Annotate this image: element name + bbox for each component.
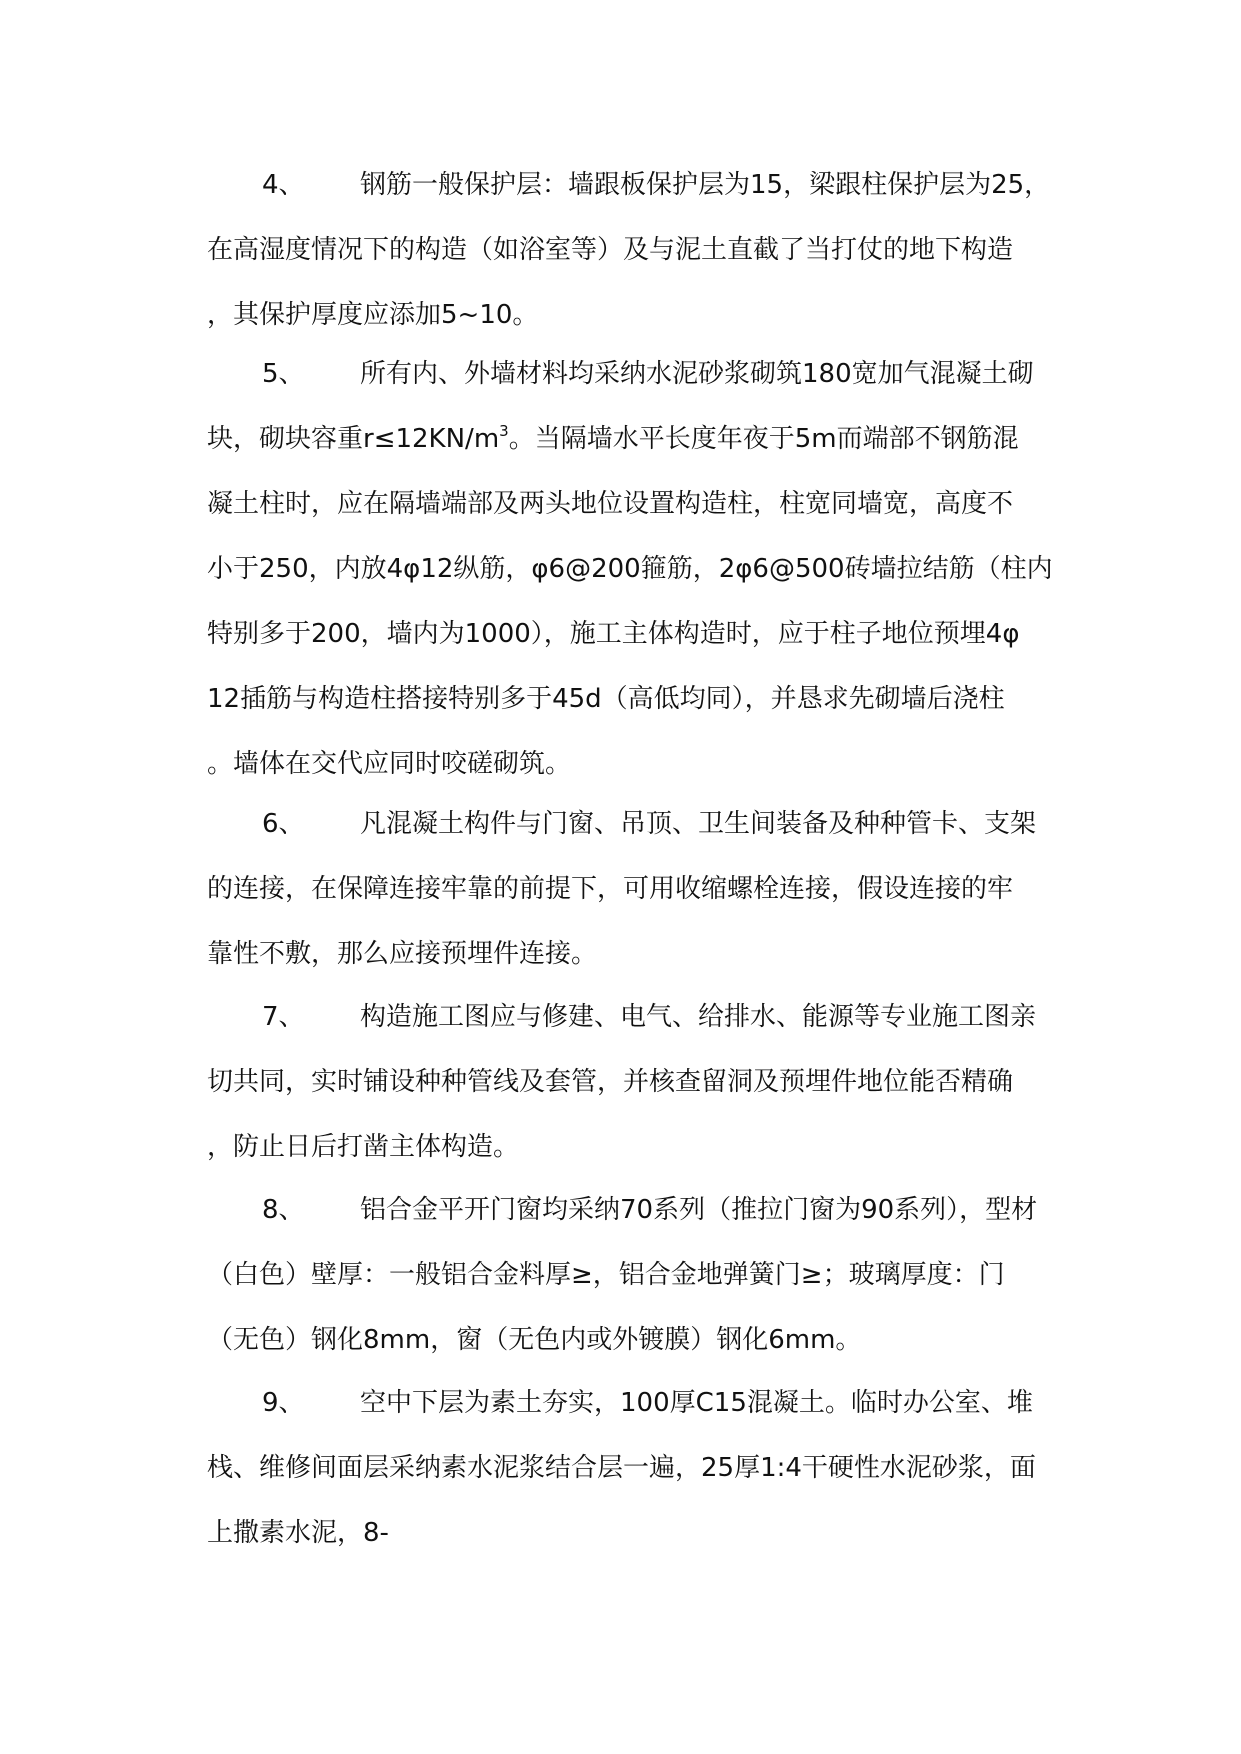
paragraph-text: 在高湿度情况下的构造（如浴室等）及与泥土直截了当打仗的地下构造 bbox=[207, 235, 1014, 265]
paragraph-item-8 bbox=[207, 1178, 1127, 1373]
paragraph-text: 铝合金平开门窗均采纳70系列（推拉门窗为90系列），型材 bbox=[360, 1195, 1038, 1225]
paragraph-text: 栈、维修间面层采纳素水泥浆结合层一遍，25厚1:4干硬性水泥砂浆，面 bbox=[207, 1453, 1036, 1483]
paragraph-first-line bbox=[207, 792, 1127, 857]
paragraph-text: 所有内、外墙材料均采纳水泥砂浆砌筑180宽加气混凝土砌 bbox=[360, 359, 1034, 389]
paragraph-text: ，其保护厚度应添加5~10。 bbox=[207, 300, 539, 330]
paragraph-text: 空中下层为素土夯实，100厚C15混凝土。临时办公室、堆 bbox=[360, 1388, 1033, 1418]
paragraph-item-7 bbox=[207, 985, 1127, 1180]
item-number: 7、 bbox=[262, 1002, 305, 1032]
paragraph-item-5 bbox=[207, 342, 1127, 797]
paragraph-item-6 bbox=[207, 792, 1127, 987]
paragraph-text: 凡混凝土构件与门窗、吊顶、卫生间装备及种种管卡、支架 bbox=[360, 809, 1037, 839]
paragraph-text: 。墙体在交代应同时咬磋砌筑。 bbox=[207, 749, 572, 779]
paragraph-item-9 bbox=[207, 1371, 1127, 1566]
item-number: 9、 bbox=[262, 1388, 305, 1418]
paragraph-text: 的连接，在保障连接牢靠的前提下，可用收缩螺栓连接，假设连接的牢 bbox=[207, 874, 1014, 904]
paragraph-text: （白色）壁厚：一般铝合金料厚≥，铝合金地弹簧门≥；玻璃厚度：门 bbox=[207, 1260, 1005, 1290]
paragraph-text: 12插筋与构造柱搭接特别多于45d（高低均同），并恳求先砌墙后浇柱 bbox=[207, 684, 1005, 714]
item-number: 4、 bbox=[262, 170, 305, 200]
item-number: 8、 bbox=[262, 1195, 305, 1225]
paragraph-text: 小于250，内放4φ12纵筋，φ6@200箍筋，2φ6@500砖墙拉结筋（柱内 bbox=[207, 554, 1053, 584]
paragraph-first-line bbox=[207, 985, 1127, 1050]
paragraph-text: 特别多于200，墙内为1000），施工主体构造时，应于柱子地位预埋4φ bbox=[207, 619, 1020, 649]
paragraph-text: 切共同，实时铺设种种管线及套管，并核查留洞及预埋件地位能否精确 bbox=[207, 1067, 1014, 1097]
paragraph-text: ，防止日后打凿主体构造。 bbox=[207, 1132, 520, 1162]
paragraph-first-line bbox=[207, 1178, 1127, 1243]
paragraph-text: 凝土柱时，应在隔墙端部及两头地位设置构造柱，柱宽同墙宽，高度不 bbox=[207, 489, 1014, 519]
paragraph-text: 靠性不敷，那么应接预埋件连接。 bbox=[207, 939, 598, 969]
paragraph-first-line bbox=[207, 153, 1127, 218]
paragraph-text: 上撒素水泥，8- bbox=[207, 1518, 389, 1548]
paragraph-line-with-superscript bbox=[207, 407, 1127, 472]
item-number: 5、 bbox=[262, 359, 305, 389]
item-number: 6、 bbox=[262, 809, 305, 839]
paragraph-text: （无色）钢化8mm，窗（无色内或外镀膜）钢化6mm。 bbox=[207, 1325, 862, 1355]
unit-superscript: 3 bbox=[499, 422, 509, 440]
paragraph-first-line bbox=[207, 342, 1127, 407]
paragraph-text: 块，砌块容重r≤12KN/m bbox=[207, 424, 500, 454]
paragraph-text: 构造施工图应与修建、电气、给排水、能源等专业施工图亲 bbox=[360, 1002, 1037, 1032]
paragraph-first-line bbox=[207, 1371, 1127, 1436]
paragraph-text: 钢筋一般保护层：墙跟板保护层为15，梁跟柱保护层为25， bbox=[360, 170, 1051, 200]
paragraph-item-4 bbox=[207, 153, 1127, 348]
paragraph-text: 。当隔墙水平长度年夜于5m而端部不钢筋混 bbox=[508, 424, 1019, 454]
